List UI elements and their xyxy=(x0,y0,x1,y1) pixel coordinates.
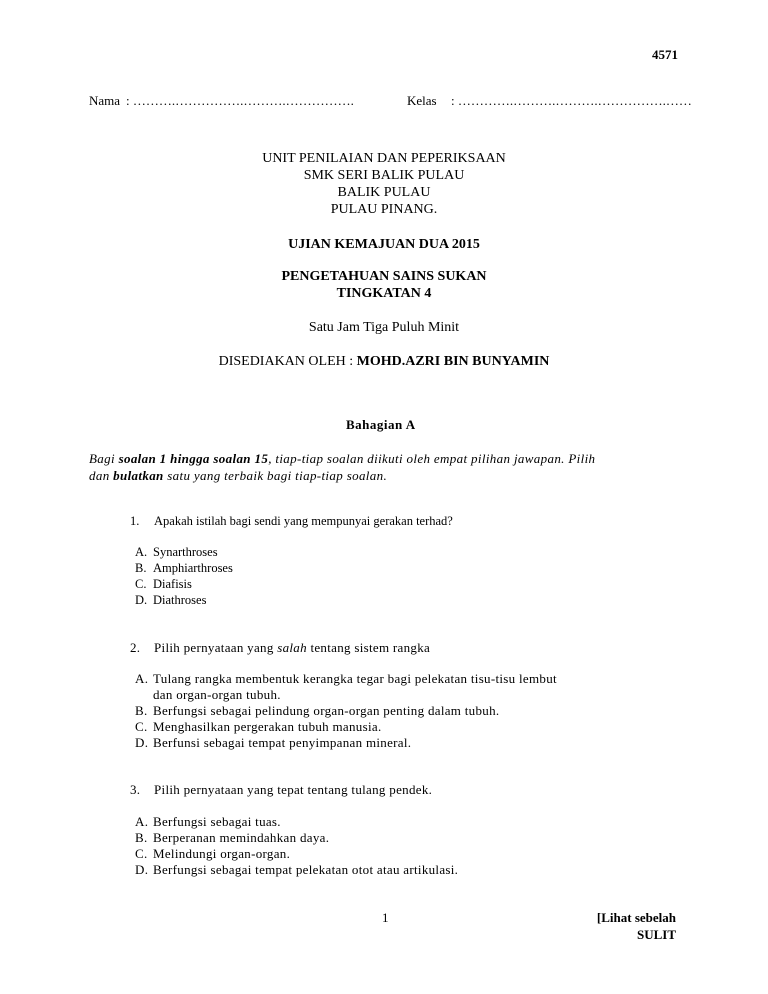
question-2-stem: 2. Pilih pernyataan yang salah tentang sistem rangka xyxy=(130,640,431,655)
section-title: Bahagian A xyxy=(346,417,416,432)
question-1-option-a: A. Synarthroses xyxy=(135,545,218,559)
question-3-option-d: D. Berfungsi sebagai tempat pelekatan otot atau artikulasi. xyxy=(135,862,459,877)
class-label: Kelas xyxy=(407,93,437,108)
instruction-question-range: soalan 1 hingga soalan 15 xyxy=(118,451,269,466)
question-2-option-b: B. Berfungsi sebagai pelindung organ-organ penting dalam tubuh. xyxy=(135,703,500,718)
paper-code: 4571 xyxy=(652,47,678,62)
question-2-option-a-continued: dan organ-organ tubuh. xyxy=(153,687,281,702)
header-town: BALIK PULAU xyxy=(337,185,431,200)
exam-title: UJIAN KEMAJUAN DUA 2015 xyxy=(288,237,480,252)
header-unit: UNIT PENILAIAN DAN PEPERIKSAAN xyxy=(262,151,506,166)
question-3-stem xyxy=(130,782,432,798)
question-3-option-c: C. Melindungi organ-organ. xyxy=(135,846,291,861)
question-3-text: Pilih pernyataan yang tepat tentang tulang pendek. xyxy=(154,782,433,797)
header-state: PULAU PINANG. xyxy=(330,202,438,217)
instruction-circle-keyword: bulatkan xyxy=(113,468,164,483)
prepared-by-name: MOHD.AZRI BIN BUNYAMIN xyxy=(356,354,550,369)
question-3-option-a: A. Berfungsi sebagai tuas. xyxy=(135,814,281,829)
question-2-option-c: C. Menghasilkan pergerakan tubuh manusia. xyxy=(135,719,382,734)
question-3-number: 3. xyxy=(130,782,141,797)
question-1-text: Apakah istilah bagi sendi yang mempunyai gerakan terhad? xyxy=(154,514,453,528)
class-field: : ………….……….……….…………….…… xyxy=(451,93,692,108)
header-school: SMK SERI BALIK PULAU xyxy=(303,168,465,183)
classification-label: SULIT xyxy=(636,927,676,942)
exam-duration: Satu Jam Tiga Puluh Minit xyxy=(308,320,460,335)
prepared-by-label: DISEDIAKAN OLEH : xyxy=(218,354,357,369)
prepared-by xyxy=(0,353,768,370)
question-1-option-b: B. Amphiarthroses xyxy=(135,561,233,575)
question-2-option-a: A. Tulang rangka membentuk kerangka tegar bagi pelekatan tisu-tisu lembut xyxy=(135,671,557,686)
question-2-number: 2. xyxy=(130,640,141,655)
form-level: TINGKATAN 4 xyxy=(336,286,432,301)
page-number: 1 xyxy=(382,910,389,925)
subject-title: PENGETAHUAN SAINS SUKAN xyxy=(281,269,487,284)
question-1-option-c: C. Diafisis xyxy=(135,577,192,591)
question-1-stem xyxy=(130,514,453,529)
question-3-option-b: B. Berperanan memindahkan daya. xyxy=(135,830,330,845)
question-1-option-d: D. Diathroses xyxy=(135,593,207,607)
section-instructions: Bagi soalan 1 hingga soalan 15, tiap-tiap soalan diikuti oleh empat pilihan jawapan. Pilih dan bulatkan satu yang terbaik bagi tiap-tiap soalan. xyxy=(89,451,596,483)
name-field: : ……….…………….……….……………. xyxy=(126,93,354,108)
question-2-option-d: D. Berfunsi sebagai tempat penyimpanan mineral. xyxy=(135,735,412,750)
name-label: Nama xyxy=(89,93,121,108)
question-1-number: 1. xyxy=(130,514,140,528)
next-page-note: [Lihat sebelah xyxy=(596,910,676,925)
question-2-emphasis: salah xyxy=(277,640,307,655)
